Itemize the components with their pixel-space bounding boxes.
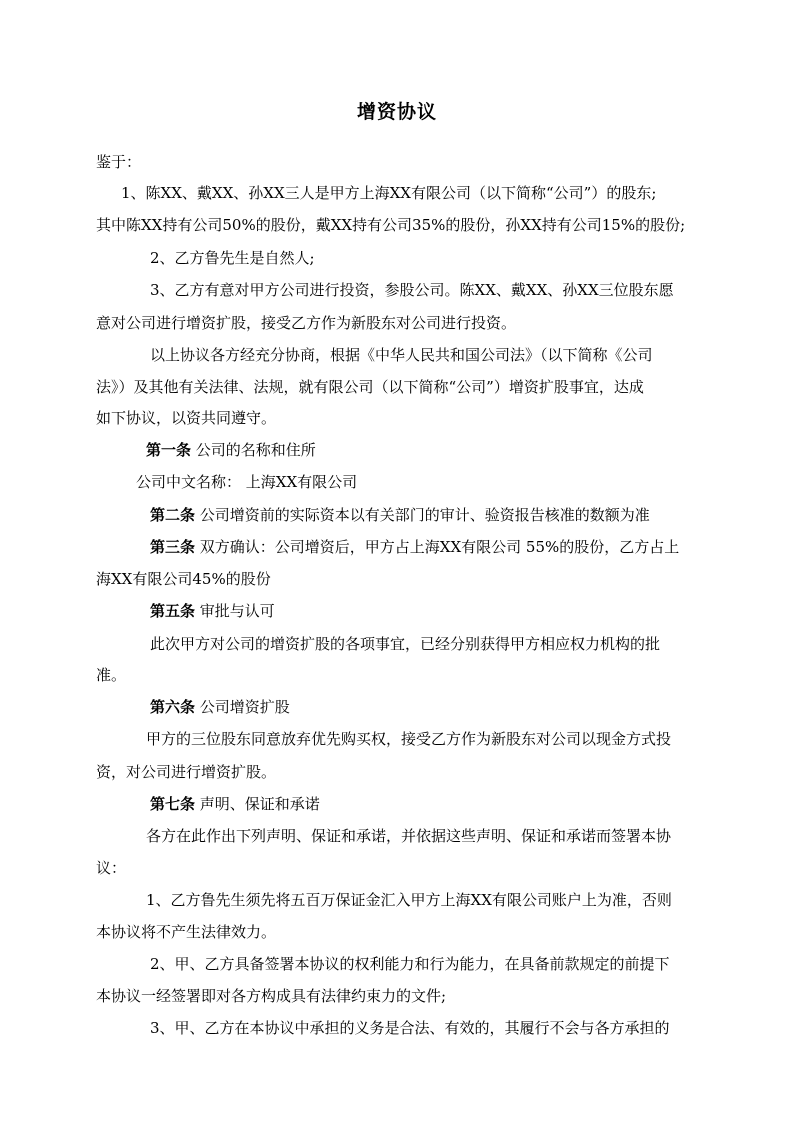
article-7-item-1-line-1: 1、乙方鲁先生须先将五百万保证金汇入甲方上海XX有限公司账户上为准，否则 bbox=[146, 891, 672, 909]
article-6-body-line-2: 资，对公司进行增资扩股。 bbox=[96, 763, 277, 781]
recital-1-line-2: 其中陈XX持有公司50%的股份，戴XX持有公司35%的股份，孙XX持有公司15%的股份; bbox=[96, 216, 686, 234]
basis-line-3: 如下协议，以资共同遵守。 bbox=[96, 409, 277, 427]
article-3-text: 双方确认：公司增资后，甲方占上海XX有限公司 55%的股份，乙方占上 bbox=[199, 538, 680, 556]
article-6-body-line-1: 甲方的三位股东同意放弃优先购买权，接受乙方作为新股东对公司以现金方式投 bbox=[146, 730, 672, 748]
article-3-line-2: 海XX有限公司45%的股份 bbox=[96, 570, 271, 588]
article-2-heading bbox=[150, 505, 794, 525]
article-7-title: 声明、保证和承诺 bbox=[199, 795, 320, 813]
article-7-intro-line-2: 议： bbox=[96, 859, 127, 877]
article-3-heading bbox=[150, 537, 794, 557]
article-7-item-3-line-1: 3、甲、乙方在本协议中承担的义务是合法、有效的，其履行不会与各方承担的 bbox=[150, 1019, 670, 1037]
article-5-heading bbox=[150, 601, 794, 621]
article-7-number: 第七条 bbox=[150, 795, 196, 813]
basis-line-2: 法》）及其他有关法律、法规，就有限公司（以下简称“公司”）增资扩股事宜，达成 bbox=[96, 378, 644, 396]
preamble-label: 鉴于： bbox=[96, 153, 142, 171]
article-5-body-line-1: 此次甲方对公司的增资扩股的各项事宜，已经分别获得甲方相应权力机构的批 bbox=[150, 635, 661, 653]
article-7-heading bbox=[150, 794, 794, 814]
article-1-number: 第一条 bbox=[146, 441, 192, 459]
article-5-number: 第五条 bbox=[150, 602, 196, 620]
article-5-title: 审批与认可 bbox=[199, 602, 275, 620]
article-2-number: 第二条 bbox=[150, 506, 196, 524]
article-5-body-line-2: 准。 bbox=[96, 666, 127, 684]
recital-3-line-1: 3、乙方有意对甲方公司进行投资，参股公司。陈XX、戴XX、孙XX三位股东愿 bbox=[150, 281, 674, 299]
article-7-intro-line-1: 各方在此作出下列声明、保证和承诺，并依据这些声明、保证和承诺而签署本协 bbox=[146, 827, 672, 845]
article-1-heading bbox=[146, 440, 794, 460]
recital-2: 2、乙方鲁先生是自然人; bbox=[150, 249, 315, 267]
article-6-heading bbox=[150, 697, 794, 717]
document-title: 增资协议 bbox=[356, 101, 437, 123]
basis-line-1: 以上协议各方经充分协商，根据《中华人民共和国公司法》（以下简称《公司 bbox=[150, 346, 653, 364]
article-7-item-2-line-2: 本协议一经签署即对各方构成具有法律约束力的文件; bbox=[96, 987, 447, 1005]
company-name-line: 公司中文名称： 上海XX有限公司 bbox=[136, 473, 358, 491]
article-7-item-1-line-2: 本协议将不产生法律效力。 bbox=[96, 923, 277, 941]
article-6-title: 公司增资扩股 bbox=[199, 698, 290, 716]
article-2-text: 公司增资前的实际资本以有关部门的审计、验资报告核准的数额为准 bbox=[199, 506, 650, 524]
recital-3-line-2: 意对公司进行增资扩股，接受乙方作为新股东对公司进行投资。 bbox=[96, 314, 517, 332]
article-3-number: 第三条 bbox=[150, 538, 196, 556]
recital-1-line-1: 1、陈XX、戴XX、孙XX三人是甲方上海XX有限公司（以下简称“公司”）的股东; bbox=[121, 184, 657, 202]
article-1-title: 公司的名称和住所 bbox=[195, 441, 316, 459]
article-7-item-2-line-1: 2、甲、乙方具备签署本协议的权利能力和行为能力，在具备前款规定的前提下 bbox=[150, 955, 670, 973]
article-6-number: 第六条 bbox=[150, 698, 196, 716]
